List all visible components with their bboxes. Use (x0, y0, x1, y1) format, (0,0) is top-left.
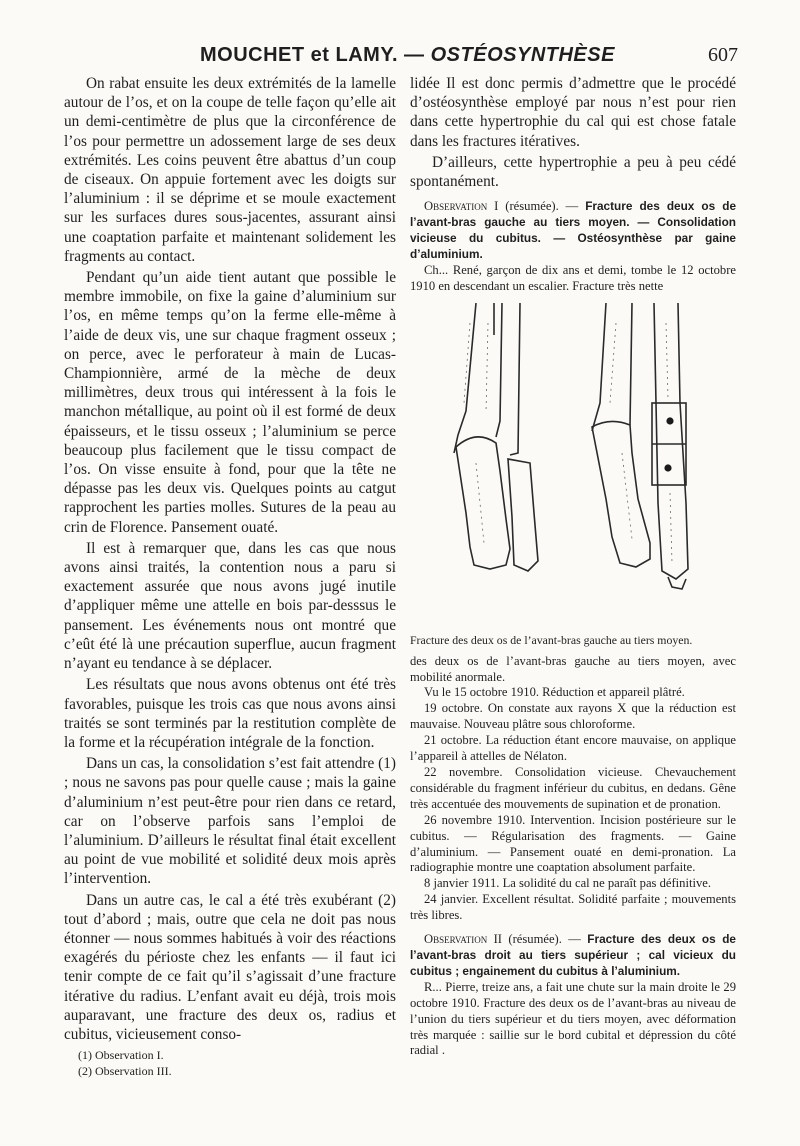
footnote: (1) Observation I. (78, 1048, 164, 1062)
radiograph-figure (410, 303, 736, 633)
paragraph: Dans un cas, la consolidation s’est fait attendre (1) ; nous ne savons pas pour quelle cause ; mais la gaine d’aluminium n’est peut-être pour rien dans ce retard, car on l’observe parfois sans l’emploi de l’aluminium. D’ailleurs le résultat final était excellent au point de vue mobilité et solidité deux mois après l’intervention. (64, 755, 396, 888)
bone-outline (678, 303, 680, 403)
bone-outline (592, 303, 606, 431)
paragraph: 24 janvier. Excellent résultat. Solidité parfaite ; mouvements très libres. (410, 892, 736, 923)
bone-outline (654, 303, 656, 403)
observation-title: Fracture des deux os de l’avant-bras gauche au tiers moyen. — Consolidation vicieuse du cubitus. — Ostéosynthèse par gaine d’aluminium. (410, 199, 736, 261)
screw-icon (664, 464, 671, 471)
paragraph: D’ailleurs, cette hypertrophie a peu à peu cédé spontanément. (410, 153, 736, 191)
section-title: OSTÉOSYNTHÈSE (430, 44, 615, 66)
bone-outline (592, 421, 650, 567)
page-number: 607 (708, 44, 738, 66)
paragraph: Pendant qu’un aide tient autant que possible le membre immobile, on fixe la gaine d’aluminium sur l’os, en même temps qu’on la ferme elle-même à l’aide de deux vis, une sur chaque fragment osseux ; on perce, avec le perforateur à main de Lucas-Championnière, armé de la mèche de deux millimètres, deux trous qui intéressent à la fois le manchon métallique, au point où il est formé de deux épaisseurs, et le tissu osseux ; l’aluminium se perce beaucoup plus facilement que le tissu compact de l’os. On visse ensuite à fond, pour que la tête ne dépasse pas les deux vis. Quelques points au catgut rapprochent les parties molles. Sutures de la peau au crin de Florence. Pansement ouaté. (64, 269, 396, 536)
paragraph: R... Pierre, treize ans, a fait une chute sur la main droite le 29 octobre 1910. Fracture des deux os de l’avant-bras au niveau de l’union du tiers supérieur et du tiers moyen, avec déformation très marquée : saillie sur le bord cubital et dépression du côté radial . (410, 979, 736, 1058)
observation-label: Observation I (424, 199, 499, 214)
paragraph: Il est à remarquer que, dans les cas que nous avons ainsi traités, la contention nous a paru si exactement assurée que nous avons jugé inutile d’appliquer même une attelle en bois par-desssus le pansement. Les événements nous ont montré que c’eût été là une précaution superflue, aucun fragment n’ayant eu tendance à se déplacer. (64, 539, 396, 673)
paragraph: On rabat ensuite les deux extrémités de la lamelle autour de l’os, et on la coupe de telle façon qu’elle ait un demi-centimètre de plus que la circonférence de l’os pour permettre un adossement large de ses deux extrémités. Les coins peuvent être abattus d’un coup de ciseaux. On appuie fortement avec les doigts sur l’aluminium : il se déprime et se moule exactement sur les surfaces dures sous-jacentes, assurant ainsi une coaptation parfaite et maintenant solidement les fragments au contact. (64, 75, 396, 265)
paragraph: des deux os de l’avant-bras gauche au tiers moyen, avec mobilité anormale. (410, 653, 736, 684)
bone-outline (656, 403, 688, 579)
left-column (64, 74, 396, 1044)
running-title (200, 44, 615, 67)
observation-heading (410, 932, 736, 980)
observation-title: Fracture des deux os de l’avant-bras droit au tiers supérieur ; cal vicieux du cubitus ; engainement du cubitus à l’aluminium. (410, 932, 736, 978)
observation-heading (410, 199, 736, 263)
bone-shading (464, 323, 470, 403)
forearm-drawing (410, 303, 736, 633)
bone-shading (486, 323, 488, 413)
observation-resume: (résumée). — (502, 932, 588, 947)
bone-outline (454, 303, 476, 453)
paragraph: Dans un autre cas, le cal a été très exubérant (2) tout d’abord ; mais, outre que cela ne doit pas nous étonner — nous sommes habitués à voir des réactions exagérés du périoste chez les enfants — il faut ici tenir compte de ce fait qu’il s’agissait d’une fracture itérative du radius. L’enfant avait eu déjà, trois mois auparavant, une fracture des deux os, radius et cubitus, vicieusement conso- (64, 891, 396, 1043)
running-head (0, 44, 800, 72)
bone-outline (496, 303, 502, 437)
observation-resume: (résumée). — (498, 199, 586, 214)
bone-shading (622, 453, 632, 539)
paragraph: 8 janvier 1911. La solidité du cal ne paraît pas définitive. (424, 876, 711, 891)
figure-caption: Fracture des deux os de l’avant-bras gauche au tiers moyen. (410, 632, 693, 647)
screw-icon (666, 417, 673, 424)
right-column (410, 74, 736, 1059)
footnote: (2) Observation III. (78, 1064, 172, 1078)
bone-outline (508, 459, 538, 571)
bone-shading (670, 493, 672, 563)
title-dash: — (398, 44, 431, 66)
paragraph: lidée Il est donc permis d’admettre que le procédé d’ostéosynthèse employé par nous n’est pour rien dans cette hypertrophie du cal qui est chose fatale dans les fractures itératives. (410, 75, 736, 150)
paragraph: 22 novembre. Consolidation vicieuse. Chevauchement considérable du fragment inférieur du cubitus, en dedans. Gêne très accentuée des mouvements de supination et de pronation. (410, 765, 736, 811)
paragraph: Les résultats que nous avons obtenus ont été très favorables, puisque les trois cas que nous avons ainsi traités se sont terminés par la restitution complète de la forme et la récupération intégrale de la fonction. (64, 676, 396, 751)
bone-outline (456, 437, 510, 569)
bone-shading (666, 323, 668, 399)
bone-shading (610, 323, 616, 403)
paragraph: 21 octobre. La réduction étant encore mauvaise, on applique l’appareil à attelles de Nélaton. (410, 733, 736, 764)
bone-shading (476, 463, 484, 543)
observation-label: Observation II (424, 932, 503, 947)
paragraph: 19 octobre. On constate aux rayons X que la réduction est mauvaise. Nouveau plâtre sous chloroforme. (410, 701, 736, 732)
bone-outline (630, 303, 632, 425)
paragraph: Ch... René, garçon de dix ans et demi, tombe le 12 octobre 1910 en descendant un escalier. Fracture très nette (410, 262, 736, 293)
paragraph: Vu le 15 octobre 1910. Réduction et appareil plâtré. (424, 685, 685, 700)
footnotes (78, 1047, 172, 1079)
paragraph: 26 novembre 1910. Intervention. Incision postérieure sur le cubitus. — Régularisation des fragments. — Gaine d’aluminium. — Pansement ouaté en demi-pronation. La radiographie montre une coaptation absolument parfaite. (410, 812, 736, 875)
bone-outline (510, 303, 520, 455)
authors: MOUCHET et LAMY. (200, 44, 398, 66)
